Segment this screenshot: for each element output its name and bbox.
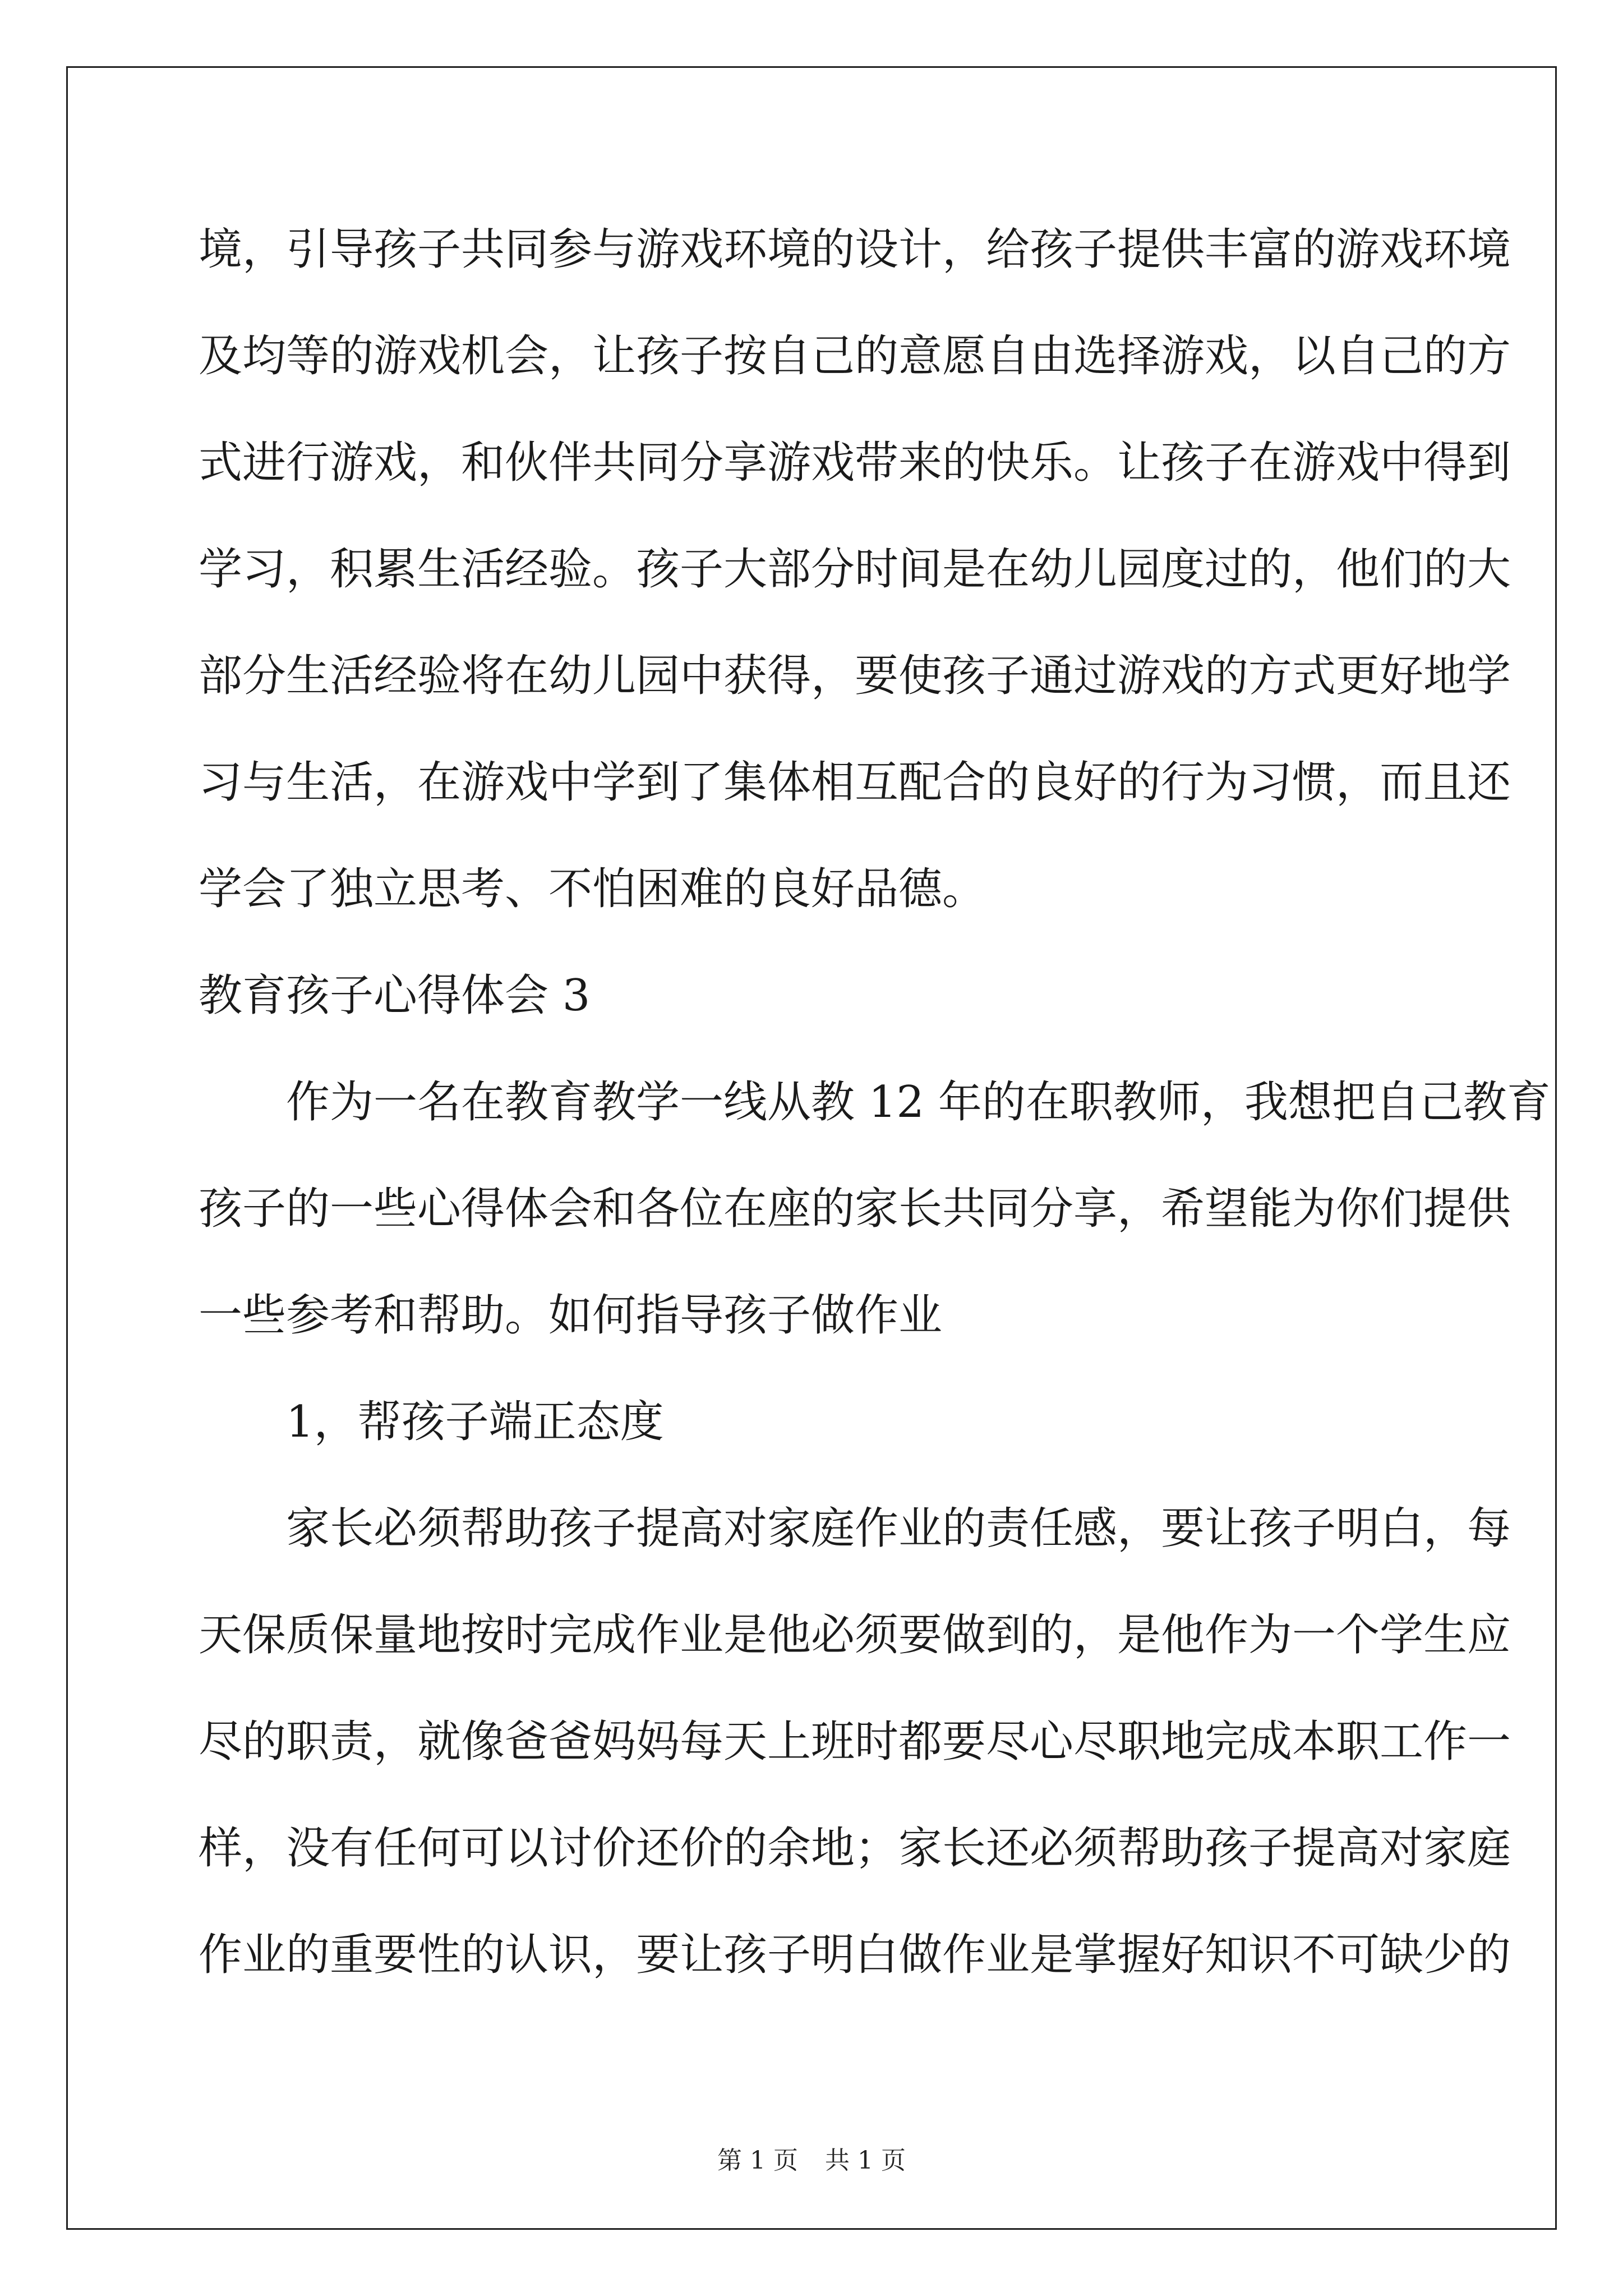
text-line: 学习，积累生活经验。孩子大部分时间是在幼儿园度过的，他们的大 — [199, 544, 1511, 595]
text-line: 部分生活经验将在幼儿园中获得，要使孩子通过游戏的方式更好地学 — [199, 651, 1511, 701]
text-line: 作为一名在教育教学一线从教 12 年的在职教师，我想把自己教育 — [286, 1077, 1551, 1128]
text-line: 尽的职责，就像爸爸妈妈每天上班时都要尽心尽职地完成本职工作一 — [199, 1717, 1511, 1767]
page-footer — [0, 2140, 1623, 2176]
document-body — [199, 205, 1551, 2017]
text-line: 家长必须帮助孩子提高对家庭作业的责任感，要让孩子明白，每 — [286, 1503, 1511, 1554]
list-item-heading: 1，帮孩子端正态度 — [286, 1397, 664, 1447]
text-line: 式进行游戏，和伙伴共同分享游戏带来的快乐。让孩子在游戏中得到 — [199, 438, 1511, 488]
text-line: 习与生活，在游戏中学到了集体相互配合的良好的行为习惯，而且还 — [199, 757, 1511, 808]
text-line: 孩子的一些心得体会和各位在座的家长共同分享，希望能为你们提供 — [199, 1184, 1511, 1234]
text-line: 样，没有任何可以讨价还价的余地；家长还必须帮助孩子提高对家庭 — [199, 1823, 1511, 1874]
page-total: 共 1 页 — [825, 2146, 906, 2175]
text-line: 境，引导孩子共同参与游戏环境的设计，给孩子提供丰富的游戏环境 — [199, 224, 1511, 275]
text-line: 作业的重要性的认识，要让孩子明白做作业是掌握好知识不可缺少的 — [199, 1930, 1511, 1980]
text-line: 学会了独立思考、不怕困难的良好品德。 — [199, 864, 986, 914]
page-number: 第 1 页 — [717, 2146, 798, 2175]
text-line: 天保质保量地按时完成作业是他必须要做到的，是他作为一个学生应 — [199, 1610, 1511, 1660]
section-heading: 教育孩子心得体会 3 — [199, 970, 591, 1021]
text-line: 及均等的游戏机会，让孩子按自己的意愿自由选择游戏，以自己的方 — [199, 331, 1511, 381]
text-line: 一些参考和帮助。如何指导孩子做作业 — [199, 1290, 943, 1341]
